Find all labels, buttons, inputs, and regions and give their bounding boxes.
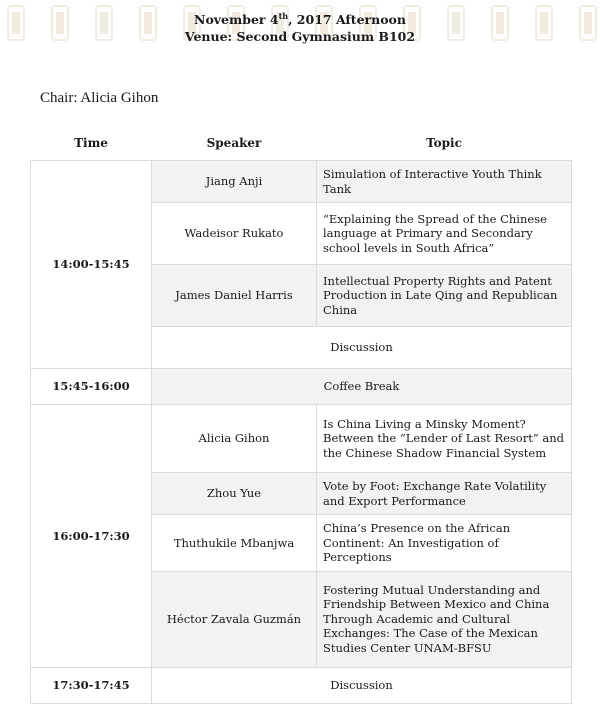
page-header [0, 8, 600, 45]
speaker-cell: Alicia Gihon [152, 405, 317, 473]
chair-label: Chair: Alicia Gihon [40, 90, 159, 106]
table-row [31, 161, 572, 203]
table-header-row [31, 126, 572, 161]
venue-line: Venue: Second Gymnasium B102 [184, 29, 416, 45]
time-slot: 14:00-15:45 [31, 161, 152, 369]
table-row [31, 667, 572, 703]
header-speaker: Speaker [152, 126, 317, 161]
speaker-cell: Zhou Yue [152, 473, 317, 515]
table-row [31, 405, 572, 473]
topic-cell: Is China Living a Minsky Moment? Between the “Lender of Last Resort” and the Chinese Shadow Financial System [317, 405, 572, 473]
schedule-table [30, 126, 572, 704]
speaker-cell: Héctor Zavala Guzmán [152, 571, 317, 667]
topic-cell: China’s Presence on the African Continent: An Investigation of Perceptions [317, 515, 572, 572]
topic-cell: “Explaining the Spread of the Chinese language at Primary and Secondary school levels in South Africa” [317, 203, 572, 265]
header-time: Time [31, 126, 152, 161]
table-row [31, 369, 572, 405]
topic-cell: Intellectual Property Rights and Patent Production in Late Qing and Republican China [317, 265, 572, 327]
speaker-cell: Jiang Anji [152, 161, 317, 203]
speaker-cell: James Daniel Harris [152, 265, 317, 327]
speaker-cell: Wadeisor Rukato [152, 203, 317, 265]
date-line: November 4th, 2017 Afternoon [194, 11, 406, 28]
time-slot: 15:45-16:00 [31, 369, 152, 405]
discussion-cell: Discussion [152, 327, 572, 369]
time-slot: 17:30-17:45 [31, 667, 152, 703]
coffee-break-cell: Coffee Break [152, 369, 572, 405]
topic-cell: Simulation of Interactive Youth Think Tank [317, 161, 572, 203]
topic-cell: Vote by Foot: Exchange Rate Volatility and Export Performance [317, 473, 572, 515]
time-slot: 16:00-17:30 [31, 405, 152, 668]
topic-cell: Fostering Mutual Understanding and Friendship Between Mexico and China Through Academic and Cultural Exchanges: The Case of the Mexican Studies Center UNAM-BFSU [317, 571, 572, 667]
header-topic: Topic [317, 126, 572, 161]
discussion-cell: Discussion [152, 667, 572, 703]
speaker-cell: Thuthukile Mbanjwa [152, 515, 317, 572]
